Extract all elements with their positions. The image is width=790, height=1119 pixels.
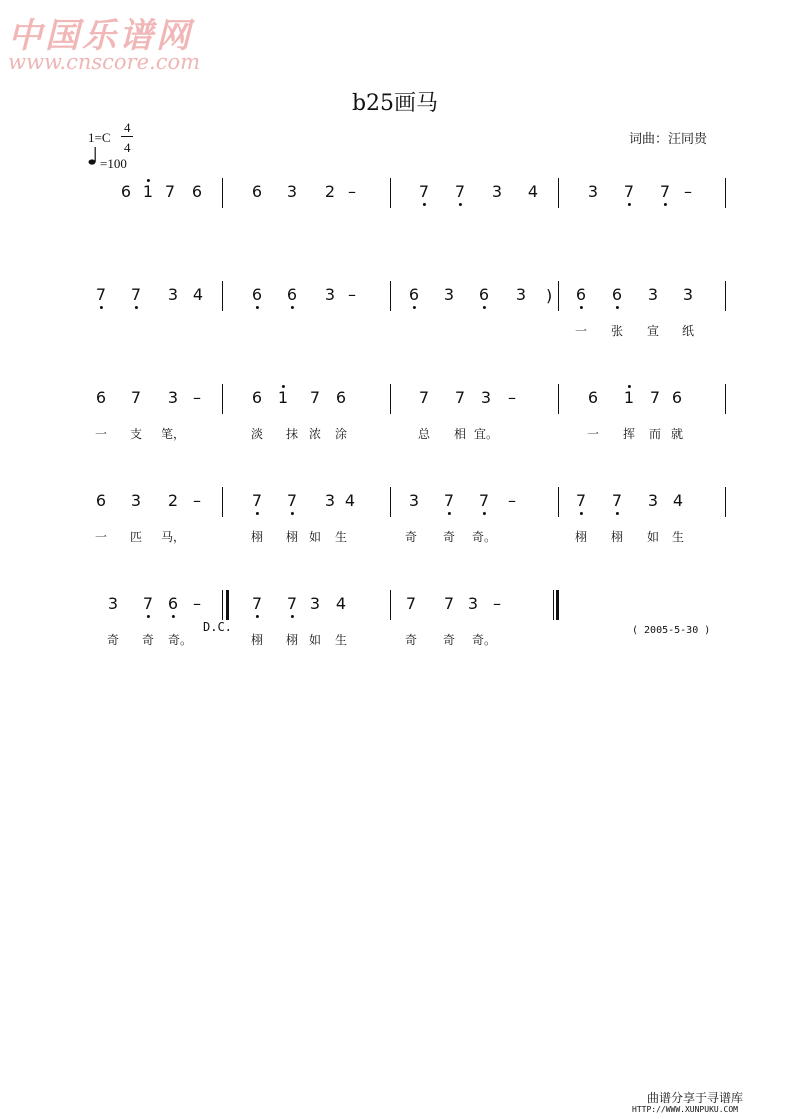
jianpu-note: 7 bbox=[649, 388, 661, 407]
lyric-syllable: 就 bbox=[670, 427, 684, 441]
jianpu-note: 3 bbox=[647, 285, 659, 304]
lyric-syllable: 支 bbox=[129, 427, 143, 441]
repeat-bar-thin bbox=[222, 590, 223, 620]
lyric-syllable: 一 bbox=[94, 427, 108, 441]
jianpu-note: 3 bbox=[324, 491, 336, 510]
lyric-syllable: 挥 bbox=[622, 427, 636, 441]
bar-line bbox=[725, 178, 726, 208]
lyric-syllable: 栩 bbox=[285, 633, 299, 647]
jianpu-note: 6 bbox=[167, 594, 179, 613]
lyric-syllable: 相 bbox=[453, 427, 467, 441]
jianpu-note: 6 bbox=[251, 182, 263, 201]
jianpu-note: 1 bbox=[623, 388, 635, 407]
jianpu-note: 3 bbox=[647, 491, 659, 510]
jianpu-note: 7 bbox=[164, 182, 176, 201]
lyric-syllable: 如 bbox=[646, 530, 660, 544]
final-bar-thick bbox=[556, 590, 559, 620]
jianpu-note: 3 bbox=[480, 388, 492, 407]
jianpu-note: 3 bbox=[491, 182, 503, 201]
jianpu-note: 7 bbox=[443, 491, 455, 510]
jianpu-note: 1 bbox=[277, 388, 289, 407]
date-text: ( 2005-5-30 ) bbox=[632, 625, 711, 636]
jianpu-note: 6 bbox=[587, 388, 599, 407]
lyric-syllable: 奇 bbox=[141, 633, 155, 647]
jianpu-note: 3 bbox=[324, 285, 336, 304]
lyric-syllable: 笔， bbox=[160, 427, 186, 441]
bar-line bbox=[558, 384, 559, 414]
jianpu-note: 4 bbox=[344, 491, 356, 510]
jianpu-note: 3 bbox=[309, 594, 321, 613]
jianpu-note: 3 bbox=[130, 491, 142, 510]
lyric-syllable: 奇 bbox=[404, 530, 418, 544]
footer-url[interactable]: HTTP://WWW.XUNPUKU.COM bbox=[632, 1105, 738, 1114]
lyric-syllable: 奇 bbox=[442, 530, 456, 544]
jianpu-note: – bbox=[193, 594, 201, 613]
footer-share-text: 曲谱分享于寻谱库 bbox=[647, 1091, 744, 1105]
bar-line bbox=[725, 281, 726, 311]
jianpu-note: – bbox=[193, 491, 201, 510]
jianpu-note: 7 bbox=[142, 594, 154, 613]
jianpu-note: 7 bbox=[443, 594, 455, 613]
lyric-syllable: 栩 bbox=[285, 530, 299, 544]
lyric-syllable: 如 bbox=[308, 530, 322, 544]
lyric-syllable: 生 bbox=[671, 530, 685, 544]
lyric-syllable: 奇。 bbox=[471, 530, 497, 544]
jianpu-note: 3 bbox=[515, 285, 527, 304]
jianpu-note: 1 bbox=[142, 182, 154, 201]
lyric-syllable: 马， bbox=[160, 530, 186, 544]
lyric-syllable: 抹 bbox=[285, 427, 299, 441]
lyric-syllable: 而 bbox=[648, 427, 662, 441]
time-signature-top: 4 bbox=[124, 120, 131, 135]
jianpu-note: 7 bbox=[454, 388, 466, 407]
watermark-url: www.cnscore.com bbox=[8, 50, 201, 74]
jianpu-note: 3 bbox=[467, 594, 479, 613]
jianpu-note: 7 bbox=[405, 594, 417, 613]
lyric-syllable: 淡 bbox=[250, 427, 264, 441]
lyric-syllable: 匹 bbox=[129, 530, 143, 544]
lyric-syllable: 浓 bbox=[308, 427, 322, 441]
jianpu-note: 7 bbox=[251, 491, 263, 510]
lyric-syllable: 涂 bbox=[334, 427, 348, 441]
bar-line bbox=[558, 281, 559, 311]
jianpu-note: – bbox=[348, 182, 356, 201]
jianpu-note: 7 bbox=[286, 491, 298, 510]
jianpu-note: 2 bbox=[324, 182, 336, 201]
jianpu-note: 3 bbox=[167, 388, 179, 407]
bar-line bbox=[725, 487, 726, 517]
jianpu-note: 7 bbox=[95, 285, 107, 304]
bar-line bbox=[390, 487, 391, 517]
time-signature-bottom: 4 bbox=[124, 140, 131, 155]
lyric-syllable: 奇 bbox=[442, 633, 456, 647]
bar-line bbox=[390, 384, 391, 414]
key-signature: 1=C bbox=[88, 130, 111, 145]
jianpu-note: 3 bbox=[286, 182, 298, 201]
lyric-syllable: 宜。 bbox=[473, 427, 499, 441]
da-capo-marking: D.C. bbox=[203, 620, 232, 634]
lyric-syllable: 如 bbox=[308, 633, 322, 647]
jianpu-note: 6 bbox=[611, 285, 623, 304]
jianpu-note: 4 bbox=[192, 285, 204, 304]
bar-line bbox=[222, 487, 223, 517]
jianpu-note: – bbox=[493, 594, 501, 613]
jianpu-note: 3 bbox=[587, 182, 599, 201]
lyric-syllable: 纸 bbox=[681, 324, 695, 338]
lyric-syllable: 一 bbox=[94, 530, 108, 544]
time-signature-divider bbox=[121, 136, 133, 137]
jianpu-note: – bbox=[193, 388, 201, 407]
lyric-syllable: 栩 bbox=[610, 530, 624, 544]
jianpu-note: – bbox=[508, 491, 516, 510]
lyric-syllable: 栩 bbox=[574, 530, 588, 544]
lyric-syllable: 总 bbox=[417, 427, 431, 441]
bar-line bbox=[222, 178, 223, 208]
jianpu-note: – bbox=[348, 285, 356, 304]
jianpu-note: 7 bbox=[454, 182, 466, 201]
jianpu-note: 6 bbox=[575, 285, 587, 304]
jianpu-note: 3 bbox=[682, 285, 694, 304]
jianpu-note: 7 bbox=[286, 594, 298, 613]
lyric-syllable: 张 bbox=[610, 324, 624, 338]
jianpu-note: 6 bbox=[191, 182, 203, 201]
jianpu-note: 6 bbox=[671, 388, 683, 407]
jianpu-note: 3 bbox=[408, 491, 420, 510]
jianpu-note: 6 bbox=[408, 285, 420, 304]
lyric-syllable: 宣 bbox=[646, 324, 660, 338]
jianpu-note: 6 bbox=[95, 491, 107, 510]
score-title: b25画马 bbox=[351, 91, 439, 116]
jianpu-note: 2 bbox=[167, 491, 179, 510]
jianpu-note: 3 bbox=[107, 594, 119, 613]
jianpu-note: 4 bbox=[527, 182, 539, 201]
jianpu-note: – bbox=[508, 388, 516, 407]
jianpu-note: 7 bbox=[130, 285, 142, 304]
lyric-syllable: 栩 bbox=[250, 530, 264, 544]
bar-line bbox=[390, 178, 391, 208]
jianpu-note: 6 bbox=[335, 388, 347, 407]
final-bar-thin bbox=[553, 590, 554, 620]
tempo-marking: =100 bbox=[100, 156, 127, 171]
credit-text: 词曲：汪同贵 bbox=[629, 132, 708, 147]
jianpu-note: 6 bbox=[478, 285, 490, 304]
jianpu-note: 7 bbox=[575, 491, 587, 510]
lyric-syllable: 奇 bbox=[106, 633, 120, 647]
jianpu-note: 4 bbox=[335, 594, 347, 613]
jianpu-note: 7 bbox=[309, 388, 321, 407]
lyric-syllable: 奇 bbox=[404, 633, 418, 647]
jianpu-note: 4 bbox=[672, 491, 684, 510]
lyric-syllable: 奇。 bbox=[167, 633, 193, 647]
jianpu-note: 6 bbox=[95, 388, 107, 407]
jianpu-note: – bbox=[684, 182, 692, 201]
jianpu-note: 3 bbox=[167, 285, 179, 304]
jianpu-note: 7 bbox=[418, 388, 430, 407]
bar-line bbox=[558, 487, 559, 517]
bar-line bbox=[558, 178, 559, 208]
closing-parenthesis: ) bbox=[546, 286, 553, 305]
jianpu-note: 6 bbox=[251, 388, 263, 407]
jianpu-note: 7 bbox=[478, 491, 490, 510]
jianpu-note: 7 bbox=[611, 491, 623, 510]
repeat-bar-thick bbox=[226, 590, 229, 620]
jianpu-note: 7 bbox=[418, 182, 430, 201]
bar-line bbox=[725, 384, 726, 414]
lyric-syllable: 生 bbox=[334, 530, 348, 544]
jianpu-note: 6 bbox=[120, 182, 132, 201]
lyric-syllable: 奇。 bbox=[471, 633, 497, 647]
jianpu-note: 6 bbox=[286, 285, 298, 304]
bar-line bbox=[390, 590, 391, 620]
quarter-note-icon bbox=[88, 146, 98, 166]
bar-line bbox=[222, 281, 223, 311]
lyric-syllable: 一 bbox=[574, 324, 588, 338]
lyric-syllable: 生 bbox=[334, 633, 348, 647]
lyric-syllable: 栩 bbox=[250, 633, 264, 647]
watermark-site-name: 中国乐谱网 bbox=[8, 16, 193, 56]
bar-line bbox=[222, 384, 223, 414]
bar-line bbox=[390, 281, 391, 311]
jianpu-note: 6 bbox=[251, 285, 263, 304]
jianpu-note: 7 bbox=[251, 594, 263, 613]
jianpu-note: 3 bbox=[443, 285, 455, 304]
lyric-syllable: 一 bbox=[586, 427, 600, 441]
jianpu-note: 7 bbox=[623, 182, 635, 201]
jianpu-note: 7 bbox=[659, 182, 671, 201]
jianpu-note: 7 bbox=[130, 388, 142, 407]
